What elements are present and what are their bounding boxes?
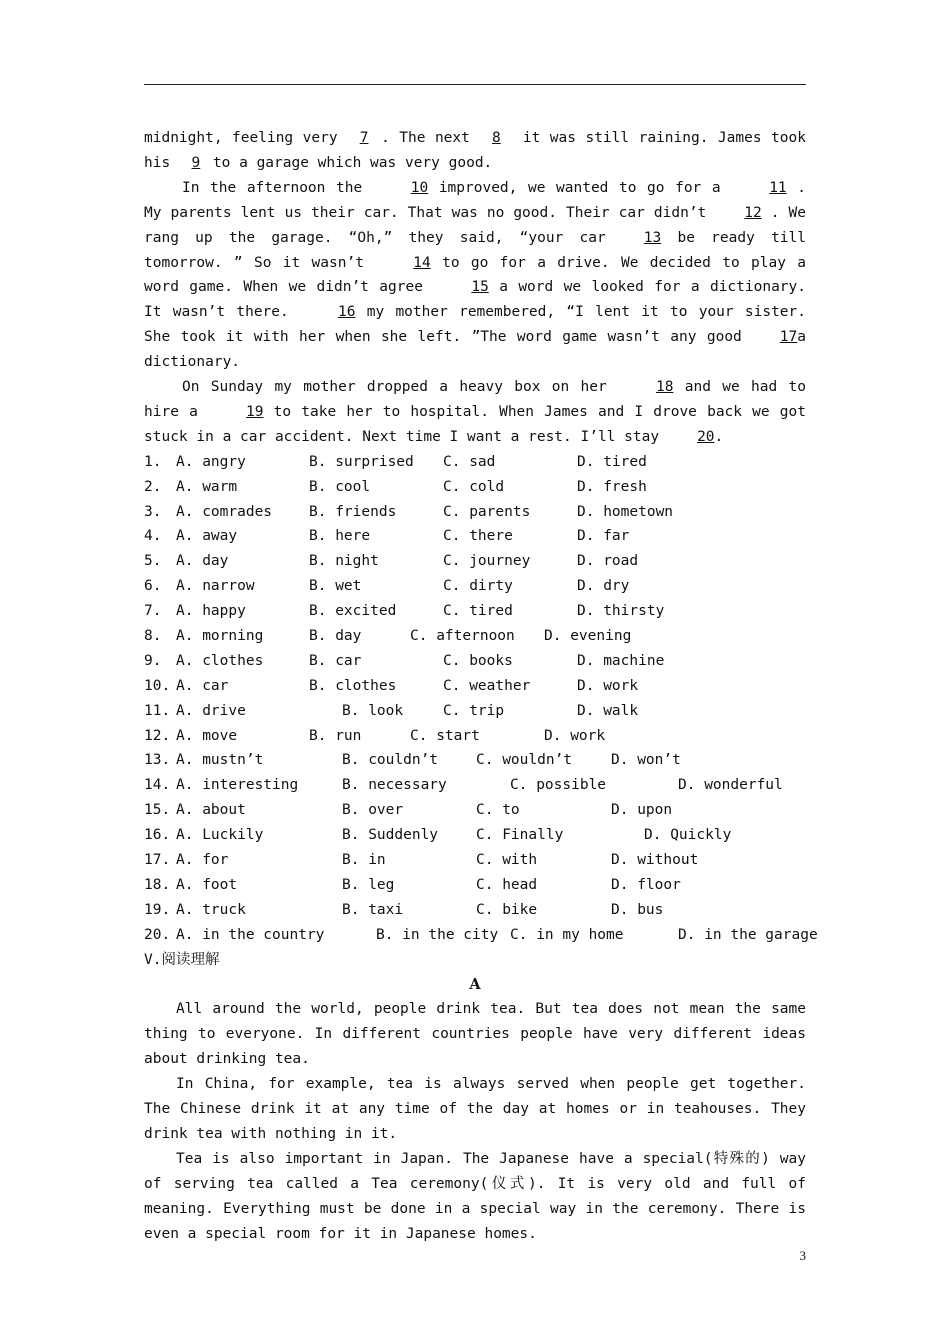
cloze-blank: 11 [769,179,787,196]
option-a: A. narrow [176,578,255,595]
option-d: D. won’t [611,752,681,769]
option-b: B. over [342,802,404,819]
option-a: A. day [176,553,229,570]
paragraph-text: On Sunday my mother dropped a heavy box on her [182,379,619,396]
option-b: B. night [309,553,379,570]
option-c: C. journey [443,553,531,570]
option-c: C. bike [476,901,538,918]
option-b: B. leg [342,876,395,893]
option-a: A. car [176,677,229,694]
option-c: C. possible [510,777,607,794]
cloze-blank: 13 [643,229,662,246]
option-b: B. in the city [376,926,499,943]
cloze-paragraph [144,176,806,375]
cloze-blank: 12 [744,204,762,221]
cloze-blank: 8 [491,130,501,146]
option-a: A. in the country [176,926,325,943]
option-d: D. machine [577,652,665,669]
passage-label: A [469,975,481,993]
option-a: A. warm [176,478,238,495]
page-content [144,126,818,1246]
question-row [144,848,806,873]
paragraph-text: improved, we wanted to go for a [428,179,732,196]
option-d: D. floor [611,876,681,893]
option-c: C. cold [443,478,505,495]
question-row [144,773,806,798]
option-a: A. Luckily [176,827,264,844]
paragraph-text: . My parents lent us their car. That was no good. Their car didn’t [144,179,806,221]
question-number: 4. [144,528,162,545]
option-c: C. in my home [510,926,624,943]
option-a: A. morning [176,628,264,645]
paragraph-text: and we had to hire a [144,379,806,420]
reading-paragraph: Tea is also important in Japan. The Japanese have a special(特殊的) way of serving tea called a Tea ceremony(仪式). It is very old and full of meaning. Everything must be done in a special way in the ceremony. There is even a special room for it in Japanese homes. [144,1150,806,1242]
question-number: 5. [144,553,162,570]
option-b: B. car [309,652,362,669]
option-d: D. bus [611,901,664,918]
option-a: A. truck [176,901,246,918]
question-number: 8. [144,628,162,645]
cloze-blank: 10 [410,179,429,196]
paragraph-text: a word we looked for a dictionary. It wasn’t there. [144,279,806,321]
option-a: A. foot [176,876,238,893]
header-rule [144,84,806,85]
option-b: B. wet [309,578,362,595]
question-row [144,624,806,649]
option-b: B. run [309,727,362,744]
option-d: D. hometown [577,503,674,520]
option-d: D. work [544,727,606,744]
option-c: C. head [476,876,538,893]
cloze-blank: 15 [471,279,489,296]
paragraph-text: to a garage which was very good. [212,154,493,171]
question-number: 12. [144,727,171,744]
option-c: C. tired [443,603,513,620]
option-b: B. Suddenly [342,827,439,844]
question-row [144,748,806,773]
paragraph-text: midnight, feeling very [144,130,348,146]
option-b: B. necessary [342,777,447,794]
paragraph-text: be ready till tomorrow. ” So it wasn’t [144,229,806,271]
option-d: D. without [611,852,699,869]
question-row [144,475,806,500]
question-number: 1. [144,453,162,470]
cloze-blank: 14 [413,254,431,271]
question-row [144,450,806,475]
option-b: B. friends [309,503,397,520]
section-title: V.阅读理解 [144,951,220,968]
question-row [144,599,806,624]
question-list [144,450,818,948]
option-a: A. clothes [176,652,264,669]
paragraph-text: a dictionary. [144,329,806,371]
option-c: C. to [476,802,520,819]
question-row [144,823,806,848]
option-a: A. about [176,802,246,819]
cloze-blank: 16 [338,304,356,321]
cloze-paragraph [144,126,806,176]
cloze-blank: 7 [359,130,369,146]
cloze-blank: 18 [656,379,674,396]
option-a: A. angry [176,453,246,470]
question-number: 18. [144,876,171,893]
question-number: 14. [144,777,171,794]
question-number: 20. [144,926,171,943]
question-row [144,500,806,525]
option-a: A. happy [176,603,246,620]
option-b: B. in [342,852,386,869]
option-d: D. road [577,553,639,570]
option-a: A. move [176,727,238,744]
option-c: C. parents [443,503,531,520]
option-d: D. wonderful [678,777,783,794]
question-row [144,699,806,724]
option-c: C. weather [443,677,531,694]
question-row [144,549,806,574]
option-c: C. dirty [443,578,513,595]
question-number: 10. [144,677,171,694]
cloze-blank: 17 [779,329,798,346]
paragraph-text: . [714,428,724,445]
option-c: C. start [410,727,480,744]
option-d: D. work [577,677,639,694]
option-b: B. taxi [342,901,404,918]
paragraph-text: it was still raining. James took his [144,130,806,171]
cloze-paragraph [144,375,806,450]
paragraph-text: my mother remembered, “I lent it to your sister. She took it with her when she left. ”The word game wasn’t any good [144,304,806,346]
question-row [144,724,806,749]
option-b: B. surprised [309,453,414,470]
reading-passage [144,997,806,1246]
cloze-blank: 9 [191,154,201,171]
option-b: B. look [342,702,404,719]
question-row [144,524,806,549]
option-c: C. there [443,528,513,545]
option-a: A. away [176,528,238,545]
reading-paragraph: In China, for example, tea is always served when people get together. The Chinese drink it at any time of the day at homes or in teahouses. They drink tea with nothing in it. [144,1076,806,1142]
question-row [144,649,806,674]
paragraph-text: . We rang up the garage. “Oh,” they said, “your car [144,204,806,246]
option-b: B. cool [309,478,371,495]
question-number: 16. [144,827,171,844]
question-number: 3. [144,503,162,520]
option-d: D. dry [577,578,630,595]
paragraph-text: In the afternoon the [182,179,373,196]
paragraph-text: . The next [381,130,480,146]
question-number: 19. [144,901,171,918]
option-a: A. interesting [176,777,299,794]
option-d: D. fresh [577,478,647,495]
cloze-blank: 20 [697,428,715,445]
question-number: 9. [144,652,162,669]
reading-paragraph: All around the world, people drink tea. But tea does not mean the same thing to everyone. In different countries people have very different ideas about drinking tea. [144,1001,806,1068]
option-d: D. far [577,528,630,545]
option-b: B. couldn’t [342,752,439,769]
option-a: A. comrades [176,503,273,520]
option-c: C. Finally [476,827,564,844]
question-number: 13. [144,752,171,769]
option-b: B. here [309,528,371,545]
question-row [144,898,806,923]
option-b: B. clothes [309,677,397,694]
option-a: A. mustn’t [176,752,264,769]
question-number: 6. [144,578,162,595]
option-c: C. trip [443,702,505,719]
question-number: 11. [144,702,171,719]
question-row [144,798,806,823]
question-number: 2. [144,478,162,495]
option-c: C. wouldn’t [476,752,573,769]
page-number: 3 [799,1248,806,1263]
option-a: A. drive [176,702,246,719]
option-d: D. thirsty [577,603,665,620]
option-d: D. walk [577,702,639,719]
option-d: D. tired [577,453,647,470]
option-d: D. upon [611,802,673,819]
question-number: 17. [144,852,171,869]
question-row [144,674,806,699]
option-c: C. sad [443,453,496,470]
option-d: D. evening [544,628,632,645]
option-d: D. in the garage [678,926,818,943]
question-row [144,923,818,948]
option-b: B. excited [309,603,397,620]
option-b: B. day [309,628,362,645]
option-c: C. books [443,652,513,669]
cloze-passage [144,126,806,450]
option-d: D. Quickly [644,827,732,844]
cloze-blank: 19 [246,403,264,420]
option-a: A. for [176,852,229,869]
question-number: 15. [144,802,171,819]
option-c: C. afternoon [410,628,515,645]
paragraph-text: to go for a drive. We decided to play a word game. When we didn’t agree [144,254,806,296]
question-row [144,574,806,599]
question-row [144,873,806,898]
option-c: C. with [476,852,538,869]
paragraph-text: to take her to hospital. When James and I drove back we got stuck in a car accident. Next time I want a rest. I’ll stay [144,403,806,445]
question-number: 7. [144,603,162,620]
